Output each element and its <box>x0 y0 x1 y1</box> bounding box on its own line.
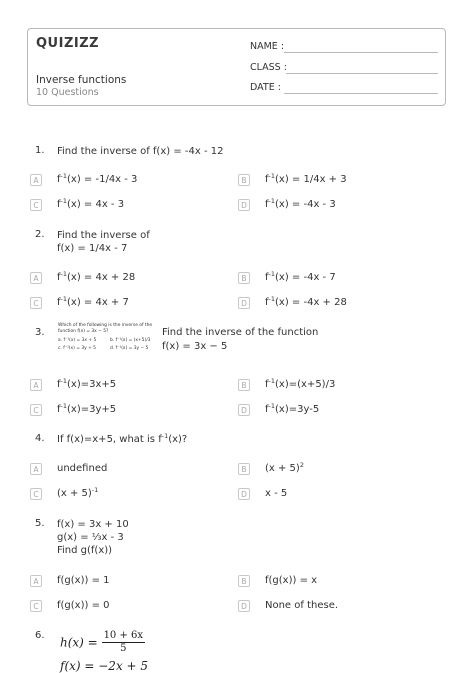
option-a[interactable]: undefined <box>57 463 108 474</box>
option-a-box[interactable]: A <box>30 379 42 391</box>
option-c-box[interactable]: C <box>30 488 42 500</box>
option-a[interactable]: $f^{-1}(x)=3x+5$ <box>57 377 117 390</box>
option-b[interactable]: $f^{-1}(x) = -4x - 7$ <box>265 270 336 283</box>
option-c[interactable]: $f^{-1}(x) = 4x + 7$ <box>57 295 129 308</box>
question-text-line: Find the inverse of <box>57 230 150 241</box>
question-number: 5. <box>35 518 45 529</box>
question-image <box>58 323 156 363</box>
question-text-line: g(x) = ⅓x - 3 <box>57 532 124 543</box>
option-c[interactable]: f(g(x)) = 0 <box>57 600 110 611</box>
option-b-box[interactable]: B <box>238 379 250 391</box>
option-b[interactable]: $(x + 5)^2$ <box>265 461 304 474</box>
option-b-box[interactable]: B <box>238 463 250 475</box>
question-image-line: function f(x) = 3x − 5? <box>58 328 109 334</box>
question-image-line: c. f⁻¹(x) = 3y + 5 <box>58 346 96 352</box>
option-c[interactable]: $f^{-1}(x)=3y+5$ <box>57 402 117 415</box>
option-d-box[interactable]: D <box>238 600 250 612</box>
option-c-box[interactable]: C <box>30 600 42 612</box>
option-d-box[interactable]: D <box>238 488 250 500</box>
class-line[interactable] <box>286 73 438 74</box>
option-a[interactable]: $f^{-1}(x) = 4x + 28$ <box>57 270 136 283</box>
question-number: 2. <box>35 229 45 240</box>
question-text-line: Find the inverse of the function <box>162 327 319 338</box>
question-number: 3. <box>35 327 45 338</box>
option-b-box[interactable]: B <box>238 174 250 186</box>
formula-f: f(x) = −2x + 5 <box>60 659 149 673</box>
option-c-box[interactable]: C <box>30 199 42 211</box>
option-d[interactable]: $f^{-1}(x) = -4x - 3$ <box>265 197 336 210</box>
question-text-line: f(x) = 1/4x - 7 <box>57 243 128 254</box>
formula-fraction: $\frac{10 + 6x}{5}$ <box>103 630 144 654</box>
question-image-line: Which of the following is the inverse of the <box>58 323 153 328</box>
question-text-line: f(x) = 3x + 10 <box>57 519 129 530</box>
quizizz-logo: QUIZIZZ <box>36 36 100 51</box>
option-b[interactable]: f(g(x)) = x <box>265 575 318 586</box>
option-a[interactable]: f(g(x)) = 1 <box>57 575 110 586</box>
question-image-line: b. f⁻¹(x) = (x+5)/3 <box>110 337 151 343</box>
option-b[interactable]: $f^{-1}(x) = 1/4x + 3$ <box>265 172 347 185</box>
option-d-box[interactable]: D <box>238 297 250 309</box>
question-image-line: d. f⁻¹(x) = 3y − 5 <box>110 346 149 352</box>
question-image-line: a. f⁻¹(x) = 3x + 5 <box>58 337 97 343</box>
option-b[interactable]: $f^{-1}(x)=(x+5)/3$ <box>265 377 336 390</box>
option-d[interactable]: $f^{-1}(x) = -4x + 28$ <box>265 295 347 308</box>
formula-h: h(x) = $\frac{10 + 6x}{5}$ <box>60 630 144 654</box>
question-text-line: f(x) = 3x − 5 <box>162 341 228 352</box>
date-label: DATE : <box>250 82 281 93</box>
option-c-box[interactable]: C <box>30 404 42 416</box>
option-d[interactable]: None of these. <box>265 600 339 611</box>
option-a-box[interactable]: A <box>30 272 42 284</box>
question-number: 4. <box>35 433 45 444</box>
option-d[interactable]: x - 5 <box>265 488 288 499</box>
name-label: NAME : <box>250 41 285 52</box>
question-number: 1. <box>35 145 45 156</box>
question-text: Find the inverse of f(x) = -4x - 12 <box>57 146 224 157</box>
option-c[interactable]: $(x + 5)^{-1}$ <box>57 486 99 499</box>
date-line[interactable] <box>284 93 438 94</box>
class-label: CLASS : <box>250 62 287 73</box>
option-d[interactable]: $f^{-1}(x)=3y-5$ <box>265 402 320 415</box>
option-d-box[interactable]: D <box>238 404 250 416</box>
option-a-box[interactable]: A <box>30 575 42 587</box>
name-line[interactable] <box>284 52 438 53</box>
option-a[interactable]: $f^{-1}(x) = -1/4x - 3$ <box>57 172 138 185</box>
option-a-box[interactable]: A <box>30 174 42 186</box>
question-text: If f(x)=x+5, what is $f^{-1}(x)$? <box>57 432 188 445</box>
worksheet-title: Inverse functions <box>36 74 127 86</box>
option-d-box[interactable]: D <box>238 199 250 211</box>
option-b-box[interactable]: B <box>238 272 250 284</box>
question-text-line: Find g(f(x)) <box>57 545 113 556</box>
option-b-box[interactable]: B <box>238 575 250 587</box>
option-c-box[interactable]: C <box>30 297 42 309</box>
option-a-box[interactable]: A <box>30 463 42 475</box>
question-number: 6. <box>35 630 45 641</box>
option-c[interactable]: $f^{-1}(x) = 4x - 3$ <box>57 197 125 210</box>
question-count: 10 Questions <box>36 87 99 98</box>
